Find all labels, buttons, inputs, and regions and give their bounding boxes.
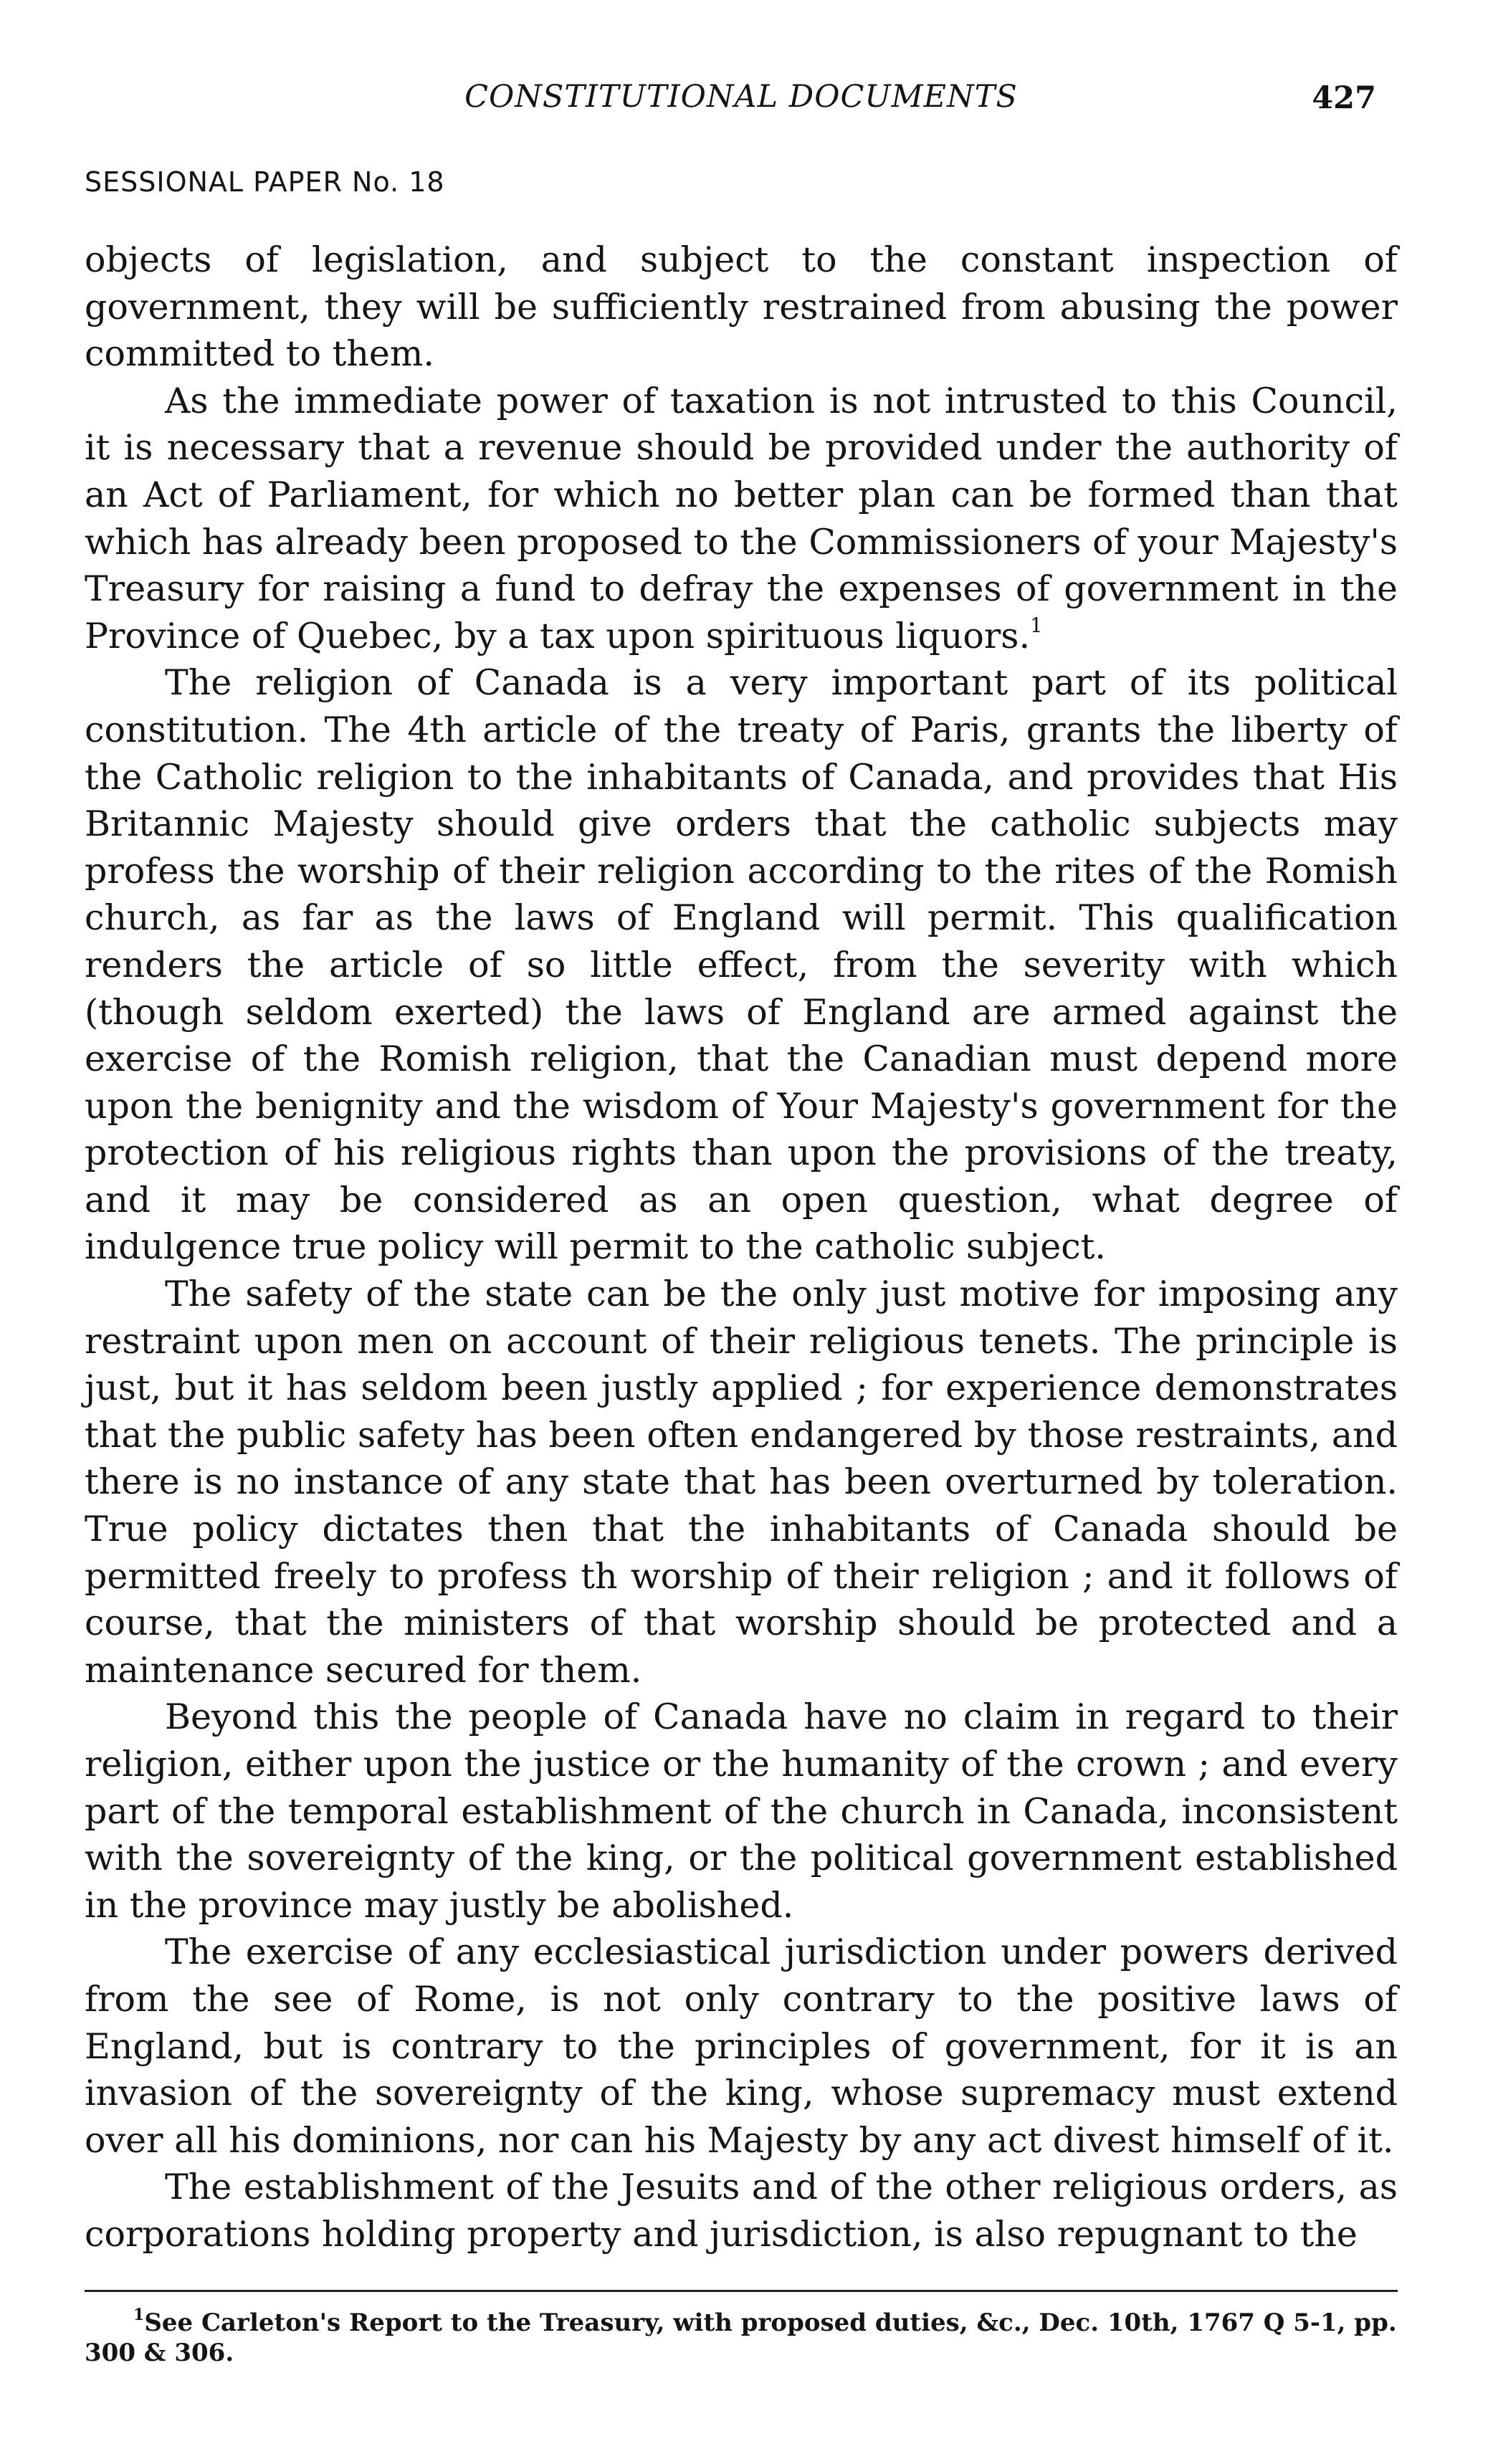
footnote-divider	[85, 2290, 1398, 2292]
document-page	[85, 72, 1398, 2368]
footnotes	[85, 2308, 1398, 2368]
paragraph-6	[85, 1929, 1398, 2164]
sessional-paper-label: SESSIONAL PAPER No. 18	[85, 166, 445, 198]
page-number: 427	[1312, 80, 1376, 116]
footnote-marker: 1	[133, 2306, 145, 2325]
paragraph-4	[85, 1271, 1398, 1694]
paragraph-3	[85, 659, 1398, 1271]
footnote-1	[85, 2308, 1398, 2368]
paragraph-3-text: The religion of Canada is a very important part of its political constitution. The 4th article of the treaty of Paris, grants the liberty of the Catholic religion to the inhabitants of Canada, and provides that His Britannic Majesty should give orders that the catholic subjects may profess the worship of their religion according to the rites of the Romish church, as far as the laws of England will permit. This qualification renders the article of so little effect, from the severity with which (though seldom exerted) the laws of England are armed against the exercise of the Romish religion, that the Canadian must depend more upon the benignity and the wisdom of Your Majesty's government for the protection of his religious rights than upon the provisions of the treaty, and it may be considered as an open question, what degree of indulgence true policy will permit to the catholic subject.	[85, 662, 1398, 1268]
paragraph-2-text: As the immediate power of taxation is not intrusted to this Council, it is necessary that a revenue should be provided under the authority of an Act of Parliament, for which no better plan can be formed than that which has already been proposed to the Commissioners of your Majesty's Treasury for raising a fund to defray the expenses of government in the Province of Quebec, by a tax upon spirituous liquors.	[85, 380, 1398, 656]
footnote-reference: 1	[1030, 613, 1043, 638]
paragraph-1	[85, 237, 1398, 378]
body-text	[85, 237, 1398, 2258]
running-title: CONSTITUTIONAL DOCUMENTS	[464, 79, 1018, 115]
paragraph-6-text: The exercise of any ecclesiastical jurisdiction under powers derived from the see of Rome, is not only contrary to the positive laws of England, but is contrary to the principles of government, for it is an invasion of the sovereignty of the king, whose supremacy must extend over all his dominions, nor can his Majesty by any act divest himself of it.	[85, 1931, 1398, 2161]
paragraph-7	[85, 2164, 1398, 2258]
paragraph-1-text: objects of legislation, and subject to the constant inspection of government, they will be sufficiently restrained from abusing the power committed to them.	[85, 239, 1398, 375]
running-header	[85, 72, 1398, 122]
paragraph-5	[85, 1694, 1398, 1929]
paragraph-7-text: The establishment of the Jesuits and of the other religious orders, as corporations holding property and jurisdiction, is also repugnant to the	[85, 2167, 1398, 2255]
paragraph-2	[85, 378, 1398, 660]
paragraph-4-text: The safety of the state can be the only just motive for imposing any restraint upon men on account of their religious tenets. The principle is just, but it has seldom been justly applied ; for experience demonstrates that the public safety has been often endangered by those restraints, and there is no instance of any state that has been overturned by toleration. True policy dictates then that the inhabitants of Canada should be permitted freely to profess th worship of their religion ; and it follows of course, that the ministers of that worship should be protected and a maintenance secured for them.	[85, 1274, 1398, 1691]
footnote-1-text: See Carleton's Report to the Treasury, with proposed duties, &c., Dec. 10th, 1767 Q 5-1, pp. 300 & 306.	[85, 2308, 1397, 2367]
paragraph-5-text: Beyond this the people of Canada have no claim in regard to their religion, either upon the justice or the humanity of the crown ; and every part of the temporal establishment of the church in Canada, inconsistent with the sovereignty of the king, or the political government established in the province may justly be abolished.	[85, 1696, 1398, 1926]
